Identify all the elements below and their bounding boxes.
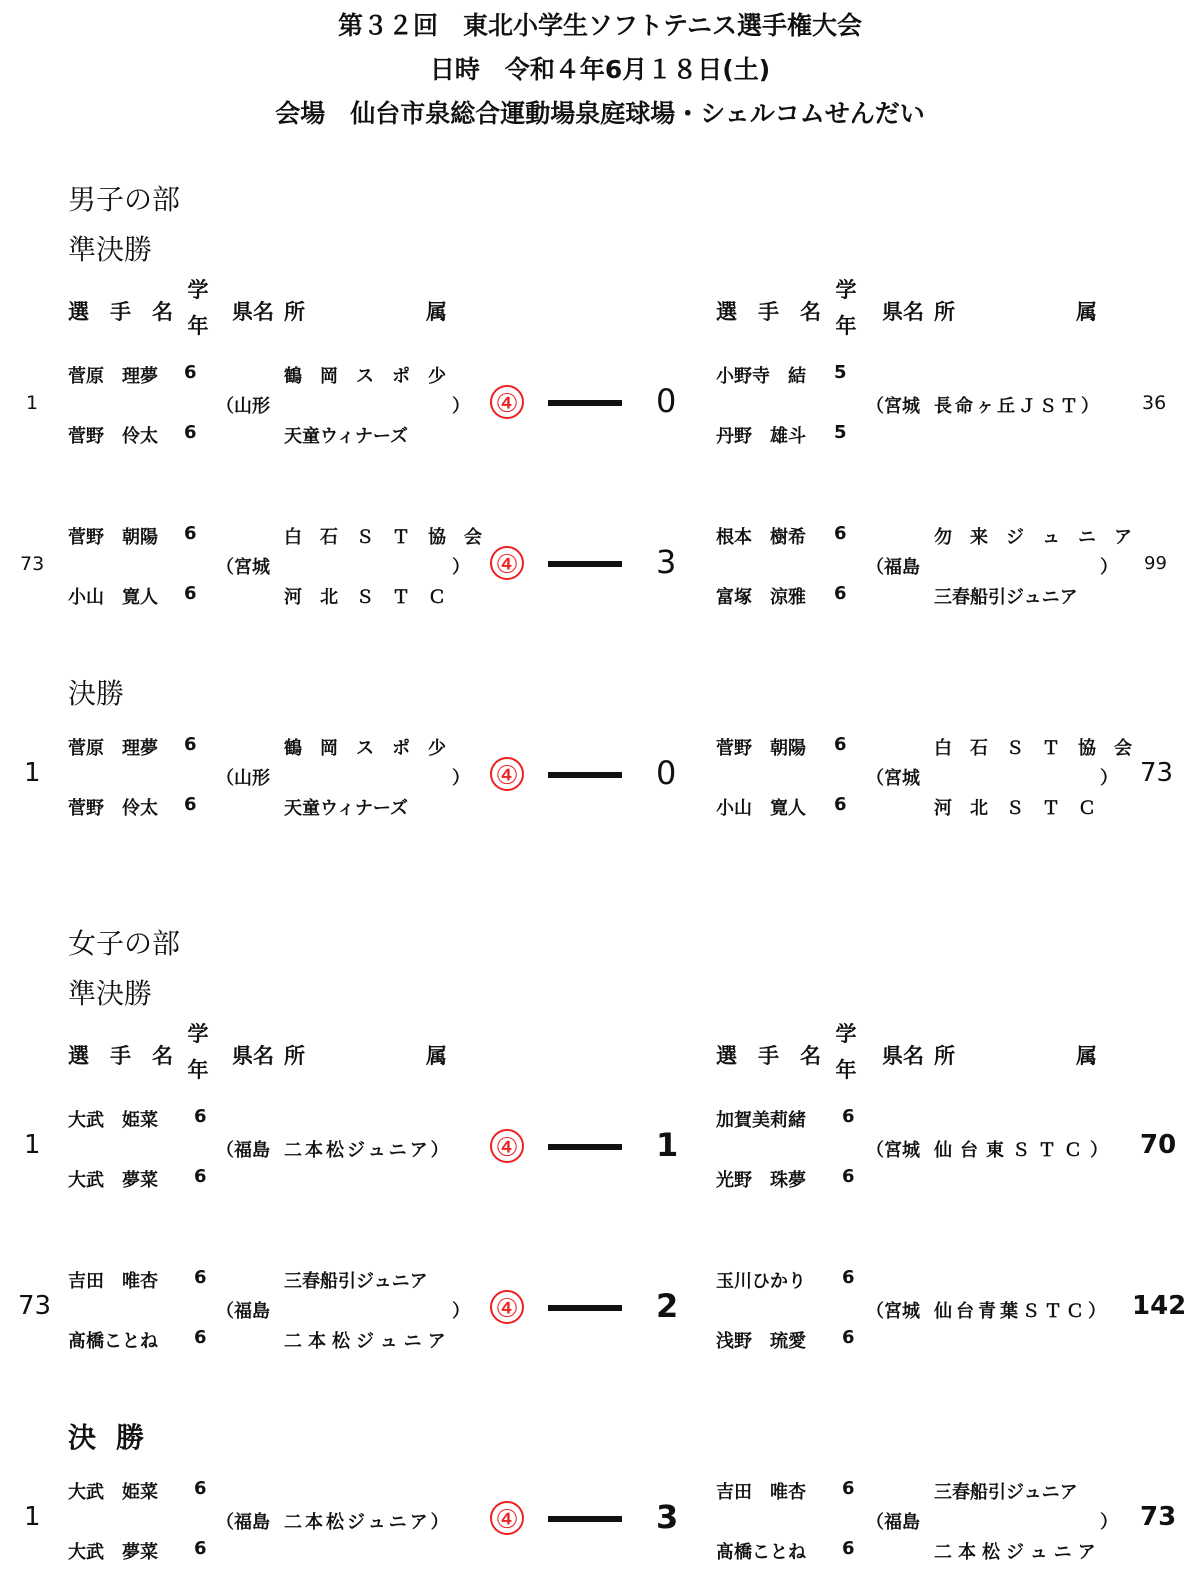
right-seed: 73: [1140, 1502, 1177, 1532]
col-club-a: 所: [934, 300, 955, 324]
score-dash: [548, 1516, 622, 1522]
tournament-title: 第３２回 東北小学生ソフトテニス選手権大会: [337, 11, 862, 40]
left-club-1: 二本松ジュニア）: [284, 1512, 452, 1533]
right-club-1: 三春船引ジュニア: [934, 1482, 1078, 1503]
loser-score: 3: [656, 1498, 679, 1536]
right-player-1: 小野寺 結: [716, 366, 806, 387]
left-club-2: 天童ウィナーズ: [284, 798, 409, 819]
left-club-1: 白 石 Ｓ Ｔ 協 会: [284, 527, 482, 548]
left-player-1: 菅原 理夢: [68, 366, 158, 387]
right-club-1: 仙台東ＳＴＣ）: [934, 1140, 1116, 1161]
left-club-1: 三春船引ジュニア: [284, 1271, 428, 1292]
winner-score-circle: ④: [490, 757, 524, 791]
right-club-1: 白 石 Ｓ Ｔ 協 会: [934, 738, 1132, 759]
left-player-1: 菅原 理夢: [68, 738, 158, 759]
left-close-paren: ）: [452, 557, 470, 578]
girls-final-match: [0, 1458, 1200, 1578]
winner-score-circle: ④: [490, 546, 524, 580]
girls-final-title: 決勝: [68, 1421, 165, 1454]
left-prefecture: （福島: [216, 1140, 270, 1161]
winner-score-circle: ④: [490, 1129, 524, 1163]
left-player-2: 髙橋ことね: [68, 1331, 158, 1352]
right-grade-1: 6: [842, 1106, 855, 1127]
right-prefecture: （福島: [866, 1512, 920, 1533]
boys-final-match: [0, 714, 1200, 834]
left-club-2: 天童ウィナーズ: [284, 426, 409, 447]
right-close-paren: ）: [1100, 768, 1118, 789]
col-pref: 県名: [882, 1044, 924, 1068]
right-club-1: 長命ヶ丘ＪＳＴ）: [934, 396, 1102, 417]
left-club-2: 河 北 Ｓ Ｔ Ｃ: [284, 587, 446, 608]
right-player-2: 髙橋ことね: [716, 1542, 806, 1563]
left-grade-2: 6: [194, 1166, 207, 1187]
left-grade-1: 6: [184, 523, 197, 544]
right-grade-2: 5: [834, 422, 847, 443]
right-grade-1: 6: [834, 734, 847, 755]
left-grade-1: 6: [184, 734, 197, 755]
col-player: 選 手 名: [716, 1044, 821, 1068]
left-club-2: 二本松ジュニア: [284, 1331, 452, 1352]
score-dash: [548, 1305, 622, 1311]
left-club-1: 鶴 岡 ス ポ 少: [284, 738, 446, 759]
col-grade: 学 年: [187, 278, 209, 338]
col-pref: 県名: [232, 300, 274, 324]
right-grade-2: 6: [842, 1327, 855, 1348]
col-club-a: 所: [934, 1044, 955, 1068]
loser-score: 1: [656, 1126, 679, 1164]
left-prefecture: （山形: [216, 768, 270, 789]
right-grade-1: 5: [834, 362, 847, 383]
left-grade-1: 6: [194, 1267, 207, 1288]
boys-semifinal-title: 準決勝: [68, 233, 153, 266]
tournament-date: 日時 令和４年6月１８日(土): [429, 55, 771, 84]
left-player-2: 大武 夢菜: [68, 1170, 158, 1191]
right-prefecture: （宮城: [866, 396, 920, 417]
left-grade-2: 6: [194, 1538, 207, 1559]
loser-score: 0: [656, 754, 677, 792]
col-grade: 学 年: [187, 1022, 209, 1082]
left-prefecture: （山形: [216, 396, 270, 417]
right-prefecture: （宮城: [866, 768, 920, 789]
col-grade: 学 年: [835, 278, 857, 338]
col-player: 選 手 名: [716, 300, 821, 324]
right-club-1: 勿 来 ジ ュ ニ ア: [934, 527, 1132, 548]
right-grade-1: 6: [842, 1267, 855, 1288]
col-club-a: 所: [284, 1044, 305, 1068]
left-club-1: 鶴 岡 ス ポ 少: [284, 366, 446, 387]
score-dash: [548, 1144, 622, 1150]
right-seed: 36: [1142, 392, 1167, 414]
right-grade-2: 6: [834, 794, 847, 815]
left-grade-1: 6: [194, 1106, 207, 1127]
boys-section-title: 男子の部: [68, 183, 181, 216]
left-club-1: 二本松ジュニア）: [284, 1140, 452, 1161]
right-seed: 142: [1132, 1291, 1187, 1321]
left-player-2: 菅野 伶太: [68, 426, 158, 447]
right-player-1: 加賀美莉緒: [716, 1110, 806, 1131]
right-seed: 70: [1140, 1130, 1177, 1160]
left-prefecture: （宮城: [216, 557, 270, 578]
left-grade-1: 6: [194, 1478, 207, 1499]
right-club-2: 河 北 Ｓ Ｔ Ｃ: [934, 798, 1096, 819]
col-club-b: 属: [1076, 300, 1097, 324]
left-player-1: 吉田 唯杏: [68, 1271, 158, 1292]
col-club-b: 属: [426, 1044, 447, 1068]
left-close-paren: ）: [452, 768, 470, 789]
col-player: 選 手 名: [68, 300, 173, 324]
left-seed: 1: [24, 1502, 41, 1532]
col-grade: 学 年: [835, 1022, 857, 1082]
boys-semifinal-match-1: [0, 342, 1200, 462]
right-player-1: 菅野 朝陽: [716, 738, 806, 759]
left-seed: 1: [24, 1130, 41, 1160]
right-club-1: 仙台青葉ＳＴＣ）: [934, 1301, 1110, 1322]
left-seed: 73: [18, 1291, 52, 1321]
girls-section-title: 女子の部: [68, 927, 181, 960]
right-seed: 99: [1144, 553, 1167, 574]
right-prefecture: （宮城: [866, 1140, 920, 1161]
right-grade-2: 6: [834, 583, 847, 604]
col-club-b: 属: [426, 300, 447, 324]
score-dash: [548, 772, 622, 778]
right-grade-1: 6: [834, 523, 847, 544]
right-player-2: 小山 寛人: [716, 798, 806, 819]
left-grade-1: 6: [184, 362, 197, 383]
loser-score: 3: [656, 543, 677, 581]
right-player-2: 光野 珠夢: [716, 1170, 806, 1191]
col-club-a: 所: [284, 300, 305, 324]
boys-semifinal-match-2: [0, 503, 1200, 623]
right-player-1: 玉川ひかり: [716, 1271, 806, 1292]
right-close-paren: ）: [1100, 1512, 1118, 1533]
right-player-1: 吉田 唯杏: [716, 1482, 806, 1503]
left-prefecture: （福島: [216, 1301, 270, 1322]
left-grade-2: 6: [194, 1327, 207, 1348]
girls-semifinal-title: 準決勝: [68, 977, 153, 1010]
left-player-1: 菅野 朝陽: [68, 527, 158, 548]
left-close-paren: ）: [452, 1301, 470, 1322]
col-pref: 県名: [882, 300, 924, 324]
right-grade-2: 6: [842, 1166, 855, 1187]
girls-semifinal-match-1: [0, 1086, 1200, 1206]
left-seed: 1: [24, 758, 41, 788]
left-player-2: 大武 夢菜: [68, 1542, 158, 1563]
right-prefecture: （宮城: [866, 1301, 920, 1322]
score-dash: [548, 400, 622, 406]
tournament-venue: 会場 仙台市泉総合運動場泉庭球場・シェルコムせんだい: [275, 99, 925, 128]
boys-final-title: 決勝: [68, 677, 125, 710]
left-player-2: 小山 寛人: [68, 587, 158, 608]
winner-score-circle: ④: [490, 385, 524, 419]
right-prefecture: （福島: [866, 557, 920, 578]
loser-score: 2: [656, 1287, 679, 1325]
left-player-1: 大武 姫菜: [68, 1110, 158, 1131]
left-grade-2: 6: [184, 422, 197, 443]
score-dash: [548, 561, 622, 567]
right-seed: 73: [1140, 758, 1174, 788]
left-close-paren: ）: [452, 396, 470, 417]
right-player-2: 丹野 雄斗: [716, 426, 806, 447]
girls-semifinal-match-2: [0, 1247, 1200, 1367]
right-close-paren: ）: [1100, 557, 1118, 578]
right-grade-1: 6: [842, 1478, 855, 1499]
right-club-2: 三春船引ジュニア: [934, 587, 1078, 608]
left-seed: 73: [20, 553, 45, 575]
right-player-1: 根本 樹希: [716, 527, 806, 548]
right-player-2: 浅野 琉愛: [716, 1331, 806, 1352]
col-club-b: 属: [1076, 1044, 1097, 1068]
winner-score-circle: ④: [490, 1501, 524, 1535]
left-seed: 1: [26, 392, 39, 414]
left-player-1: 大武 姫菜: [68, 1482, 158, 1503]
col-player: 選 手 名: [68, 1044, 173, 1068]
left-grade-2: 6: [184, 794, 197, 815]
right-club-2: 二本松ジュニア: [934, 1542, 1102, 1563]
loser-score: 0: [656, 382, 677, 420]
right-grade-2: 6: [842, 1538, 855, 1559]
col-pref: 県名: [232, 1044, 274, 1068]
right-player-2: 富塚 涼雅: [716, 587, 806, 608]
winner-score-circle: ④: [490, 1290, 524, 1324]
left-player-2: 菅野 伶太: [68, 798, 158, 819]
left-grade-2: 6: [184, 583, 197, 604]
left-prefecture: （福島: [216, 1512, 270, 1533]
